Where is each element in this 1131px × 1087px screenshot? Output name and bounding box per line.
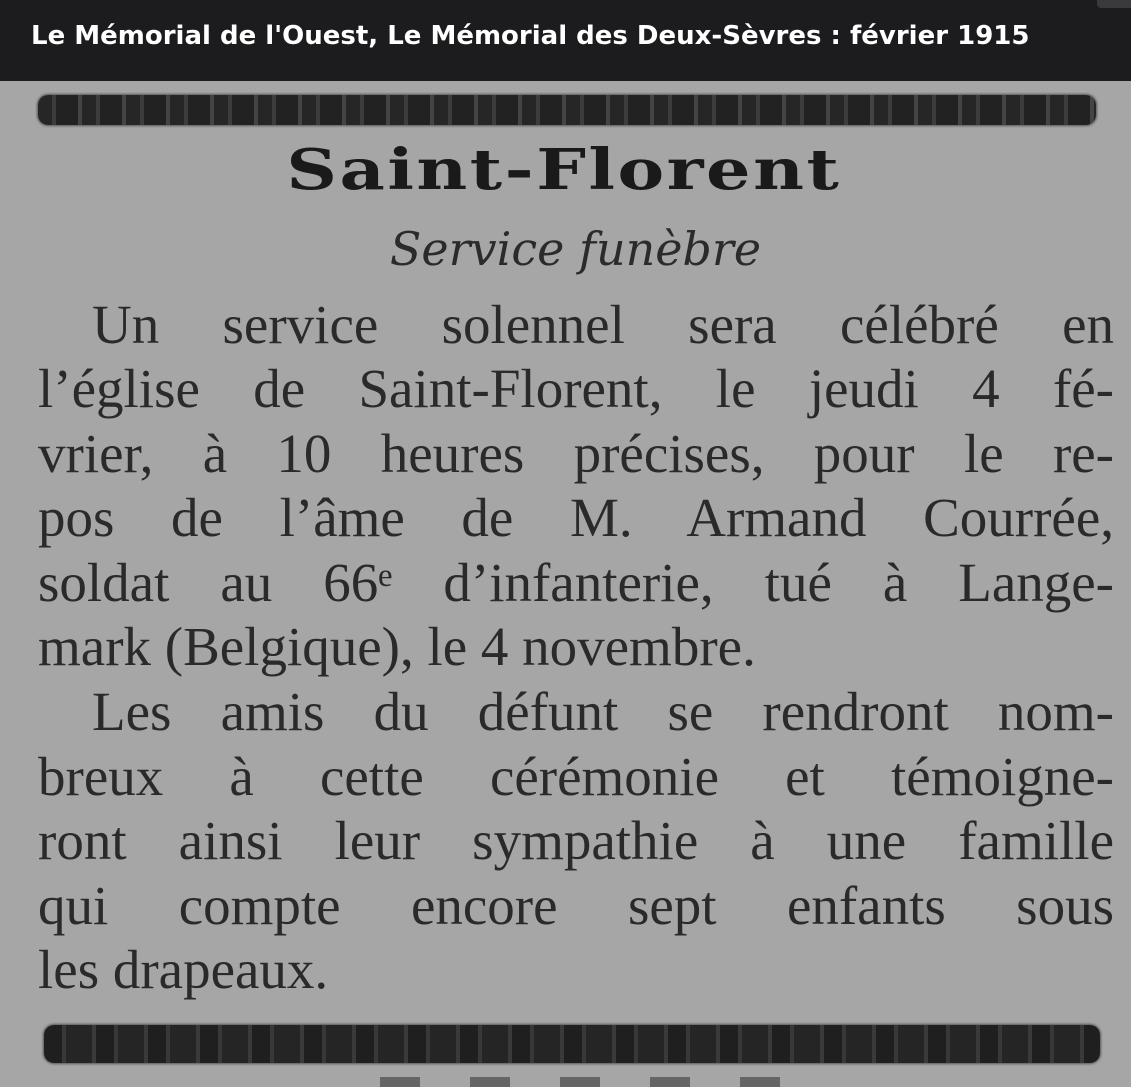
article-line: soldat au 66ᵉ d’infanterie, tué à Lange- [38, 552, 1114, 613]
article-line: pos de l’âme de M. Armand Courrée, [38, 487, 1114, 548]
article-line: breux à cette cérémonie et témoigne- [38, 746, 1114, 807]
article-line: qui compte encore sept enfants sous [38, 875, 1114, 936]
article-line: ront ainsi leur sympathie à une famille [38, 810, 1114, 871]
newspaper-clipping [0, 81, 1131, 1087]
caption-title: Le Mémorial de l'Ouest, Le Mémorial des Deux-Sèvres : février 1915 [31, 21, 1030, 51]
next-article-heading-fragment [380, 1077, 800, 1087]
article-line: Un service solennel sera célébré en [92, 294, 1114, 355]
caption-corner-tab [1097, 0, 1131, 8]
article-line: mark (Belgique), le 4 novembre. [38, 616, 756, 677]
bottom-ornamental-rule [44, 1025, 1100, 1063]
article-line: vrier, à 10 heures précises, pour le re- [38, 423, 1114, 484]
article-title: Saint-Florent [286, 137, 842, 203]
caption-bar [0, 0, 1131, 81]
article-subtitle: Service funèbre [389, 222, 762, 276]
article-line: les drapeaux. [38, 939, 329, 1000]
top-ornamental-rule [38, 95, 1096, 125]
article-line: l’église de Saint-Florent, le jeudi 4 fé- [38, 358, 1114, 419]
article-line: Les amis du défunt se rendront nom- [92, 681, 1114, 742]
